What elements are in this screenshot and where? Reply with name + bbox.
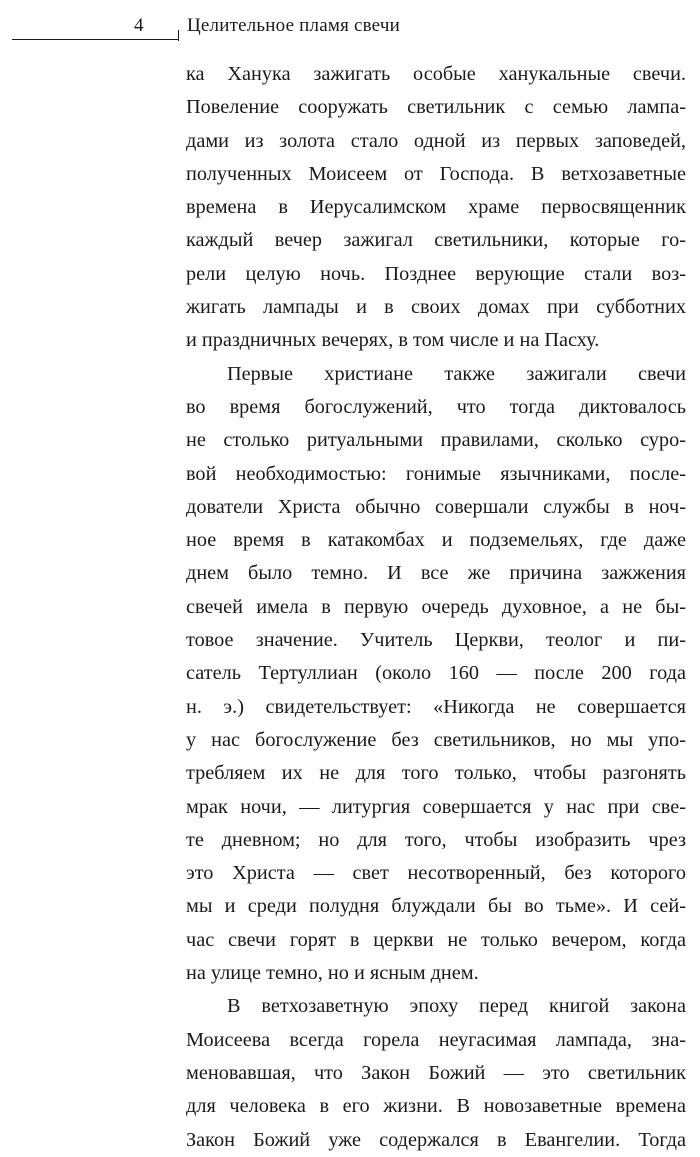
text-line: дами из золота стало одной из первых заповедей, [186,129,686,152]
header-rule [12,39,178,40]
text-line: мы и среди полудня блуждали бы во тьме». И сей- [186,895,686,918]
text-line: те дневном; но для того, чтобы изобразить чрез [186,828,686,851]
text-line: полученных Моисеем от Господа. В ветхозаветные [186,162,686,185]
text-line: меновавшая, что Закон Божий — это светильник [186,1061,686,1084]
running-title: Целительное пламя свечи [187,15,400,36]
page-number: 4 [134,15,144,36]
text-line: не столько ритуальными правилами, сколько суро- [186,429,686,452]
header-rule-tick [178,30,179,41]
text-line: Закон Божий уже содержался в Евангелии. Тогда [186,1128,686,1151]
text-line: жигать лампады и в своих домах при субботних [186,296,686,319]
text-line: для человека в его жизни. В новозаветные времена [186,1095,686,1118]
text-line: ка Ханука зажигать особые ханукальные свечи. [186,63,686,85]
body-text [186,58,686,1157]
text-line: дователи Христа обычно совершали службы в ноч- [186,495,686,518]
text-line: ное время в катакомбах и подземельях, где даже [186,529,686,552]
paragraph-first-line: Первые христиане также зажигали свечи [227,362,686,385]
text-line: это Христа — свет несотворенный, без которого [186,862,686,885]
text-line: час свечи горят в церкви не только вечером, когда [186,928,686,951]
text-line: вой необходимостью: гонимые язычниками, после- [186,462,686,485]
paragraph-end-line: на улице темно, но и ясным днем. [186,962,479,985]
text-line: Моисеева всегда горела неугасимая лампада, зна- [186,1028,686,1051]
paragraph-first-line: В ветхозаветную эпоху перед книгой закона [227,995,686,1018]
text-line: времена в Иерусалимском храме первосвященник [186,196,686,219]
text-line: каждый вечер зажигал светильники, которые го- [186,229,686,252]
text-line: сатель Тертуллиан (около 160 — после 200 года [186,662,686,685]
text-line: Повеление сооружать светильник с семью лампа- [186,96,686,119]
text-line: рели целую ночь. Позднее верующие стали воз- [186,262,686,285]
text-line: у нас богослужение без светильников, но мы упо- [186,728,686,751]
text-line: свечей имела в первую очередь духовное, а не бы- [186,595,686,618]
paragraph-end-line: и праздничных вечерях, в том числе и на Пасху. [186,329,600,352]
text-line: во время богослужений, что тогда диктовалось [186,395,686,418]
text-line: товое значение. Учитель Церкви, теолог и пи- [186,629,686,652]
text-line: днем было темно. И все же причина зажжения [186,562,686,585]
text-line: н. э.) свидетельствует: «Никогда не совершается [186,695,686,718]
text-line: мрак ночи, — литургия совершается у нас при све- [186,795,686,818]
page-header [0,14,700,44]
text-line: требляем их не для того только, чтобы разгонять [186,762,686,785]
